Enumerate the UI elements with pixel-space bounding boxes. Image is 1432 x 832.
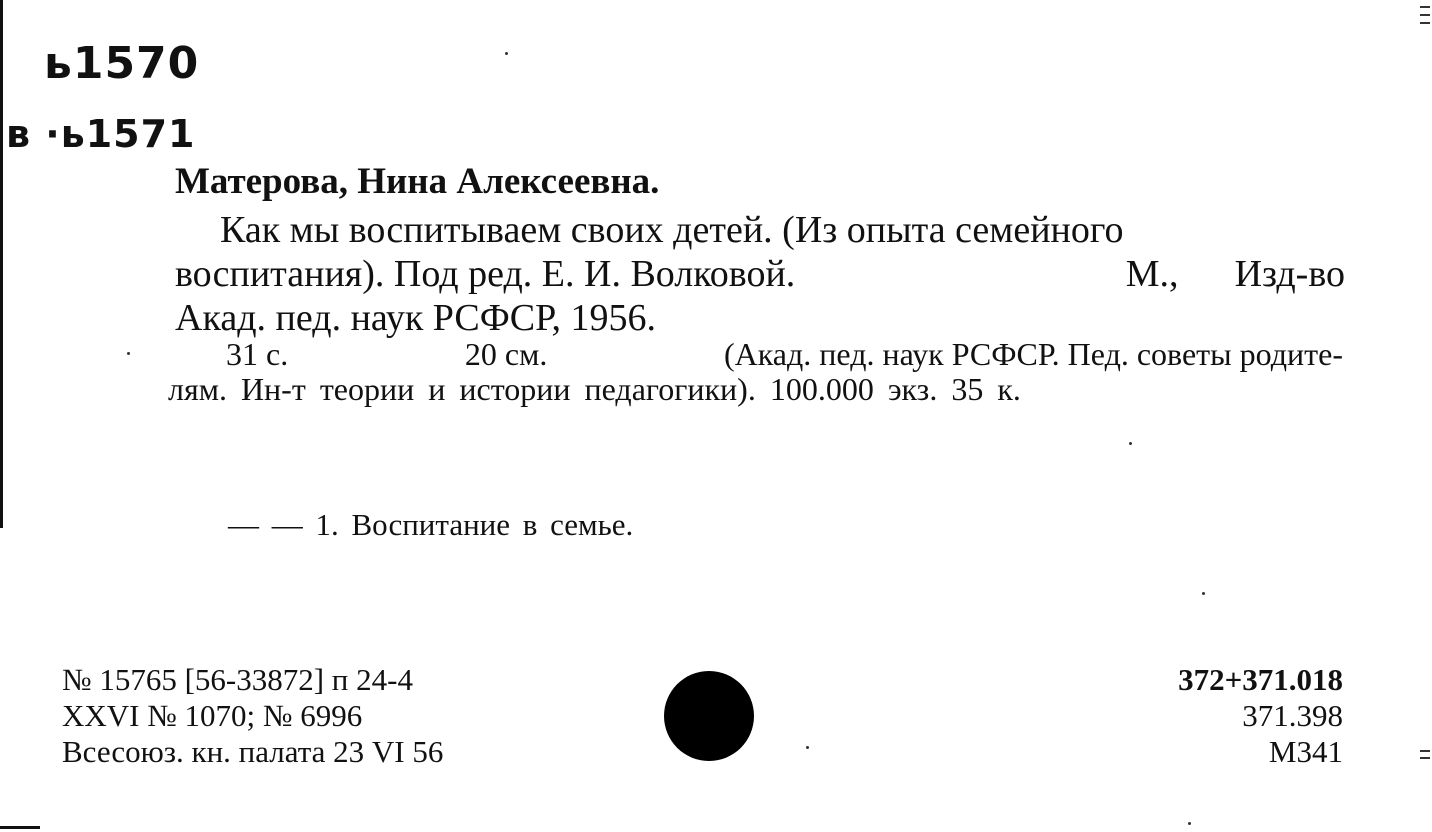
series-statement: (Акад. пед. наук РСФСР. Пед. советы родите- <box>723 336 1343 372</box>
classification-block <box>1100 662 1343 770</box>
dust-speck <box>505 52 508 55</box>
description-line-2: лям. Ин-т теории и истории педагогики). 100.000 экз. 35 к. <box>168 371 1021 407</box>
punch-hole <box>664 671 754 761</box>
physical-description <box>168 337 1343 407</box>
title-line-2 <box>175 252 1345 296</box>
description-line-1 <box>168 337 1343 372</box>
dust-speck <box>806 746 809 749</box>
dust-speck <box>1202 592 1205 595</box>
handwritten-number-1: ь1570 <box>44 38 200 89</box>
dust-speck <box>127 352 130 355</box>
publisher-start: Изд-во <box>1234 253 1345 295</box>
handwritten-number-2: в ·ь1571 <box>6 112 196 156</box>
editor-statement: воспитания). Под ред. Е. И. Волковой. <box>175 253 796 295</box>
author-heading: Матерова, Нина Алексеевна. <box>175 161 660 202</box>
classification-line-3: М341 <box>1268 734 1343 769</box>
page-count: 31 с. <box>226 336 289 372</box>
registration-block <box>62 662 443 770</box>
registration-line-1: № 15765 [56-33872] п 24-4 <box>62 662 413 697</box>
card-right-mark <box>1420 745 1430 765</box>
classification-line-2: 371.398 <box>1242 698 1343 733</box>
book-size: 20 см. <box>464 336 548 372</box>
title-line-3: Акад. пед. наук РСФСР, 1956. <box>175 297 656 339</box>
title-block <box>175 208 1345 340</box>
classification-line-1: 372+371.018 <box>1178 662 1343 697</box>
card-bottom-edge <box>0 826 40 829</box>
registration-line-3: Всесоюз. кн. палата 23 VI 56 <box>62 734 444 769</box>
title-line-1: Как мы воспитываем своих детей. (Из опыта семейного <box>220 209 1124 251</box>
dust-speck <box>1188 822 1191 825</box>
imprint-start <box>1126 252 1345 296</box>
card-right-ticks <box>1420 0 1430 40</box>
card-left-edge <box>0 0 3 528</box>
subject-heading: — — 1. Воспитание в семье. <box>228 507 634 542</box>
registration-line-2: XXVI № 1070; № 6996 <box>62 698 363 733</box>
dust-speck <box>1129 442 1132 445</box>
publication-place: М., <box>1125 253 1179 295</box>
